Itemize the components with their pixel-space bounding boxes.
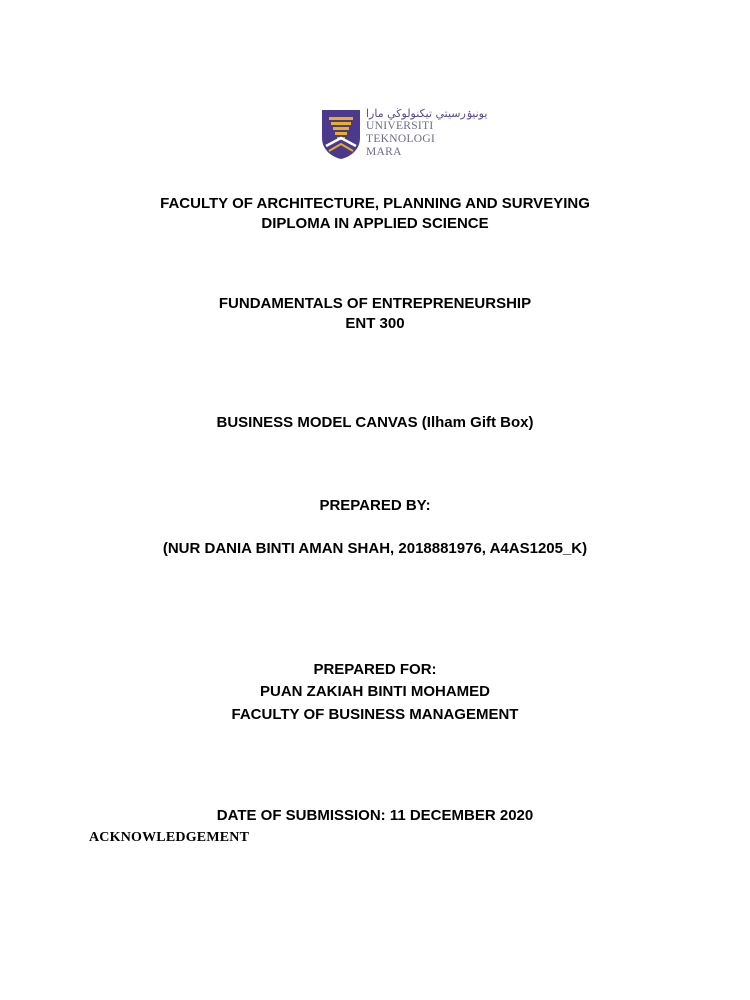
- course-name: FUNDAMENTALS OF ENTREPRENEURSHIP: [218, 295, 532, 312]
- logo-line-universiti: UNIVERSITI: [366, 120, 434, 132]
- uitm-shield-icon: [320, 108, 362, 160]
- programme-title: DIPLOMA IN APPLIED SCIENCE: [261, 215, 489, 232]
- student-details: (NUR DANIA BINTI AMAN SHAH, 2018881976, A4AS1205_K): [162, 540, 588, 557]
- lecturer-name: PUAN ZAKIAH BINTI MOHAMED: [260, 683, 490, 700]
- prepared-for-label: PREPARED FOR:: [313, 661, 437, 678]
- logo-line-mara: MARA: [366, 146, 402, 158]
- submission-date: DATE OF SUBMISSION: 11 DECEMBER 2020: [216, 807, 534, 824]
- prepared-by-label: PREPARED BY:: [319, 497, 431, 514]
- university-logo: [320, 107, 488, 160]
- assignment-title: BUSINESS MODEL CANVAS (Ilham Gift Box): [216, 414, 534, 431]
- lecturer-faculty: FACULTY OF BUSINESS MANAGEMENT: [231, 706, 519, 723]
- logo-jawi-text: يونيۏرسيتي تيكنولوڬي مارا: [366, 107, 488, 120]
- logo-wordmark: [366, 120, 435, 159]
- acknowledgement-heading: ACKNOWLEDGEMENT: [89, 830, 250, 845]
- faculty-title: FACULTY OF ARCHITECTURE, PLANNING AND SURVEYING: [160, 195, 590, 212]
- course-code: ENT 300: [345, 315, 405, 332]
- logo-line-teknologi: TEKNOLOGI: [366, 133, 436, 145]
